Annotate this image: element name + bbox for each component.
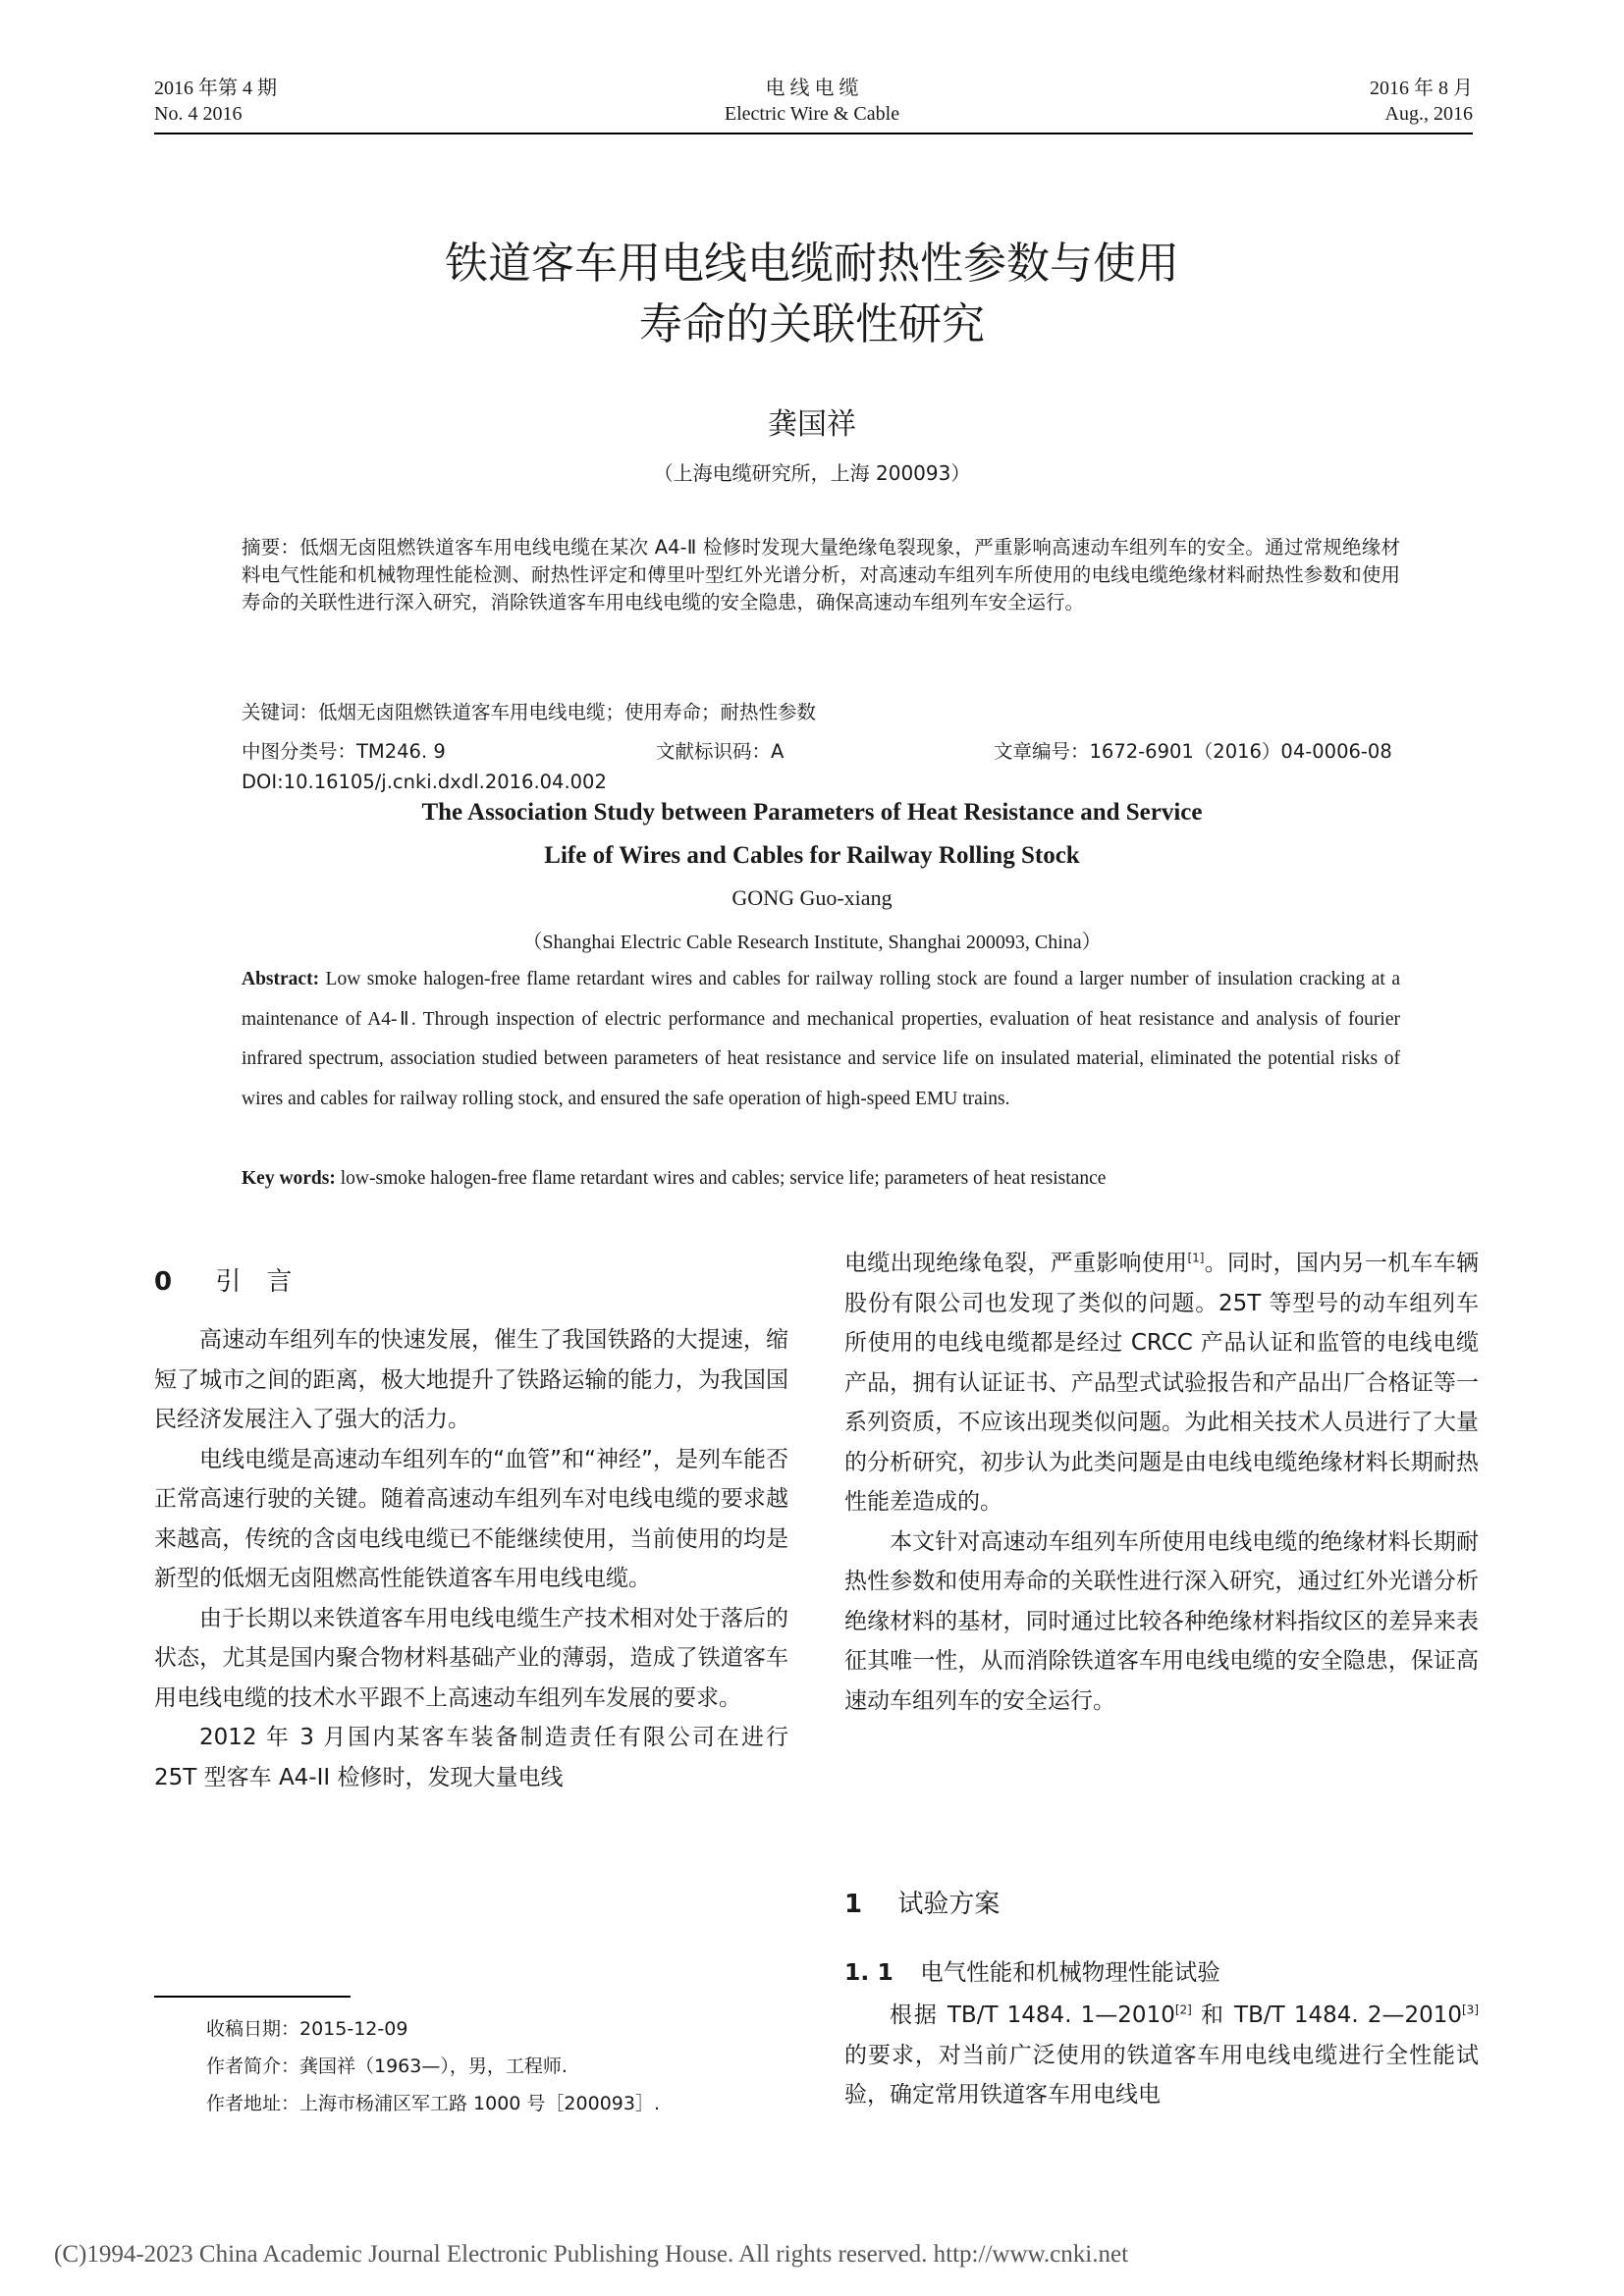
paragraph-text: 的要求，对当前广泛使用的铁道客车用电线电缆进行全性能试验，确定常用铁道客车用电线电	[844, 2042, 1479, 2108]
footnote-rule	[154, 1996, 351, 1998]
right-column-body-2	[844, 1996, 1479, 2115]
en-title	[0, 791, 1624, 878]
copyright-notice: (C)1994-2023 China Academic Journal Electronic Publishing House. All rights reserved. http://www.cnki.net	[54, 2241, 1129, 2268]
issue-en: No. 4 2016	[154, 103, 243, 125]
author-address: 作者地址：上海市杨浦区军工路 1000 号［200093］.	[206, 2093, 661, 2114]
citation[interactable]: [1]	[1187, 1251, 1205, 1265]
section-0-number: 0	[154, 1267, 173, 1297]
clc-number: 中图分类号：TM246. 9	[242, 740, 446, 763]
keywords-cn: 关键词：低烟无卤阻燃铁道客车用电线电缆；使用寿命；耐热性参数	[242, 701, 817, 723]
subsection-1-1-title: 电气性能和机械物理性能试验	[920, 1958, 1220, 1986]
article-number: 文章编号：1672-6901（2016）04-0006-08	[994, 740, 1392, 763]
paragraph	[844, 1244, 1479, 1522]
issue-label	[154, 76, 277, 127]
abstract-en-text: Low smoke halogen-free flame retardant wires and cables for railway rolling stock are found a larger number of insulation cracking at a maintenance of A4-Ⅱ. Through inspection of electric performance and mechanical properties, evaluation of heat resistance and analysis of fourier infrared spectrum, association studied between parameters of heat resistance and service life on insulated material, eliminated the potential risks of wires and cables for railway rolling stock, and ensured the safe operation of high-speed EMU trains.	[242, 969, 1400, 1109]
journal-cn: 电 线 电 缆	[765, 78, 859, 99]
en-affiliation: （Shanghai Electric Cable Research Institute, Shanghai 200093, China）	[522, 932, 1102, 953]
paragraph: 本文针对高速动车组列车所使用电线电缆的绝缘材料长期耐热性参数和使用寿命的关联性进行深入研究，通过红外光谱分析绝缘材料的基材，同时通过比较各种绝缘材料指纹区的差异来表征其唯一性，从而消除铁道客车用电线电缆的安全隐患，保证高速动车组列车的安全运行。	[844, 1528, 1479, 1714]
paragraph	[844, 1996, 1479, 2115]
affiliation: （上海电缆研究所，上海 200093）	[653, 461, 971, 485]
section-1-number: 1	[844, 1890, 863, 1919]
date-cn: 2016 年 8 月	[1370, 78, 1473, 99]
journal-name	[616, 76, 1008, 127]
author-name: 龚国祥	[768, 407, 856, 442]
received-date: 收稿日期：2015-12-09	[206, 2018, 408, 2040]
section-0-heading	[154, 1261, 292, 1298]
footnotes	[206, 2010, 660, 2122]
citation[interactable]: [3]	[1462, 2002, 1479, 2017]
section-0-title: 引 言	[215, 1267, 293, 1297]
paragraph: 由于长期以来铁道客车用电线电缆生产技术相对处于落后的状态，尤其是国内聚合物材料基础产业的薄弱，造成了铁道客车用电线电缆的技术水平跟不上高速动车组列车发展的要求。	[154, 1605, 788, 1711]
paragraph-text: 电缆出现绝缘龟裂，严重影响使用	[844, 1251, 1188, 1276]
journal-en: Electric Wire & Cable	[724, 103, 900, 125]
abstract-en-label: Abstract:	[242, 969, 320, 989]
subsection-1-1-heading	[844, 1953, 1220, 1987]
document-code: 文献标识码：A	[656, 740, 785, 763]
en-title-line-1: The Association Study between Parameters of Heat Resistance and Service	[421, 799, 1203, 826]
paper-title	[0, 234, 1624, 355]
header-rule	[154, 133, 1473, 134]
date-en: Aug., 2016	[1384, 103, 1473, 125]
keywords-en-text: low-smoke halogen-free flame retardant wires and cables; service life; parameters of heat resistance	[335, 1168, 1107, 1189]
paragraph-text: 和 TB/T 1484. 2—2010	[1191, 2002, 1462, 2028]
en-author: GONG Guo-xiang	[731, 885, 893, 910]
doi: DOI:10.16105/j.cnki.dxdl.2016.04.002	[242, 771, 607, 793]
right-column-body	[844, 1244, 1479, 1721]
abstract-cn: 摘要：低烟无卤阻燃铁道客车用电线电缆在某次 A4-Ⅱ 检修时发现大量绝缘龟裂现象，严重影响高速动车组列车的安全。通过常规绝缘材料电气性能和机械物理性能检测、耐热性评定和傅里叶型红外光谱分析，对高速动车组列车所使用的电线电缆绝缘材料耐热性参数和使用寿命的关联性进行深入研究，消除铁道客车用电线电缆的安全隐患，确保高速动车组列车安全运行。	[242, 536, 1400, 614]
paragraph-text: 根据 TB/T 1484. 1—2010	[890, 2002, 1175, 2028]
paragraph: 2012 年 3 月国内某客车装备制造责任有限公司在进行 25T 型客车 A4-II 检修时，发现大量电线	[154, 1725, 788, 1790]
section-1-heading	[844, 1884, 1000, 1920]
keywords-en-label: Key words:	[242, 1168, 336, 1189]
citation[interactable]: [2]	[1174, 2002, 1192, 2017]
author-bio: 作者简介：龚国祥（1963—），男，工程师.	[206, 2056, 568, 2077]
date-label	[1178, 76, 1473, 127]
issue-cn: 2016 年第 4 期	[154, 78, 277, 99]
title-line-2: 寿命的关联性研究	[639, 299, 985, 349]
paragraph-text: 。同时，国内另一机车车辆股份有限公司也发现了类似的问题。25T 等型号的动车组列车所使用的电线电缆都是经过 CRCC 产品认证和监管的电线电缆产品，拥有认证证书、产品型式试验报告和产品出厂合格证等一系列资质，不应该出现类似问题。为此相关技术人员进行了大量的分析研究，初步认为此类问题是由电线电缆绝缘材料长期耐热性能差造成的。	[844, 1251, 1480, 1515]
paragraph: 高速动车组列车的快速发展，催生了我国铁路的大提速，缩短了城市之间的距离，极大地提升了铁路运输的能力，为我国国民经济发展注入了强大的活力。	[154, 1327, 788, 1432]
left-column-body	[154, 1320, 788, 1797]
title-line-1: 铁道客车用电线电缆耐热性参数与使用	[445, 239, 1179, 289]
section-1-title: 试验方案	[897, 1890, 1001, 1919]
en-title-line-2: Life of Wires and Cables for Railway Rolling Stock	[544, 842, 1080, 869]
subsection-1-1-number: 1. 1	[844, 1958, 893, 1986]
paragraph: 电线电缆是高速动车组列车的“血管”和“神经”，是列车能否正常高速行驶的关键。随着高速动车组列车对电线电缆的要求越来越高，传统的含卤电线电缆已不能继续使用，当前使用的均是新型的低烟无卤阻燃高性能铁道客车用电线电缆。	[154, 1446, 788, 1591]
abstract-en	[242, 960, 1400, 1119]
keywords-en	[242, 1159, 1400, 1200]
